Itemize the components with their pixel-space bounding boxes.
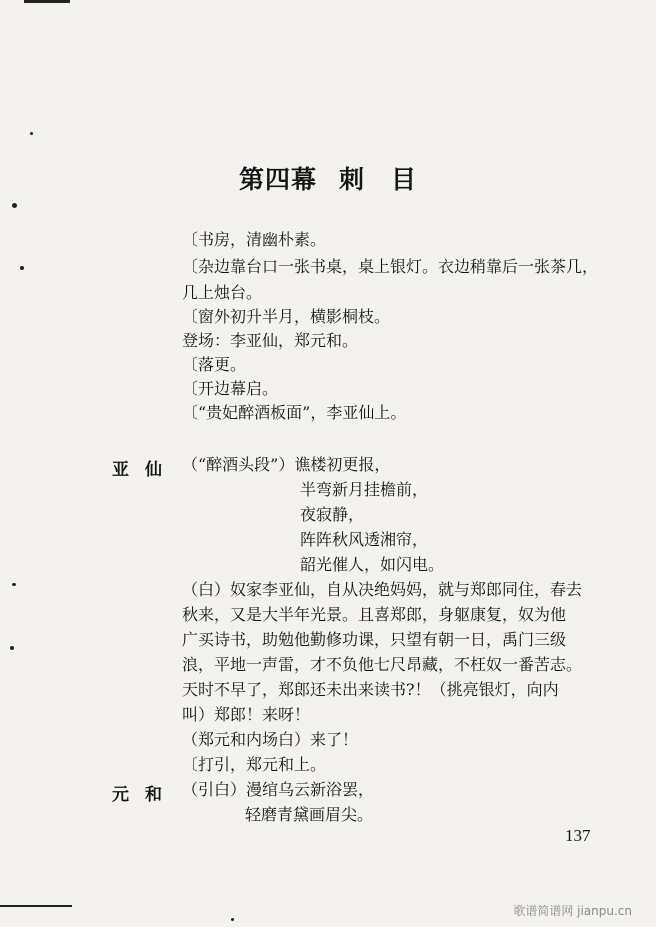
- speech-line: 秋来，又是大半年光景。且喜郑郎，身躯康复，奴为他: [182, 605, 567, 624]
- song-line: 阵阵秋风透湘帘，: [300, 530, 429, 549]
- stage-direction-line: 登场：李亚仙，郑元和。: [182, 331, 359, 350]
- speech-line: （郑元和内场白）来了！: [182, 730, 359, 749]
- song-line: 韶光催人，如闪电。: [300, 555, 445, 574]
- stage-direction-line: 〔窗外初升半月，横影桐枝。: [182, 307, 391, 326]
- scan-speck: [10, 646, 14, 650]
- stage-direction-line: 几上烛台。: [182, 283, 263, 302]
- page-number: 137: [565, 826, 591, 845]
- scan-speck: [12, 203, 17, 208]
- stage-direction-line: 〔打引，郑元和上。: [182, 755, 327, 774]
- act-title-number: 第四幕: [238, 165, 317, 194]
- song-line: （引白）漫绾乌云新浴罢，: [182, 780, 375, 799]
- scan-edge: [24, 0, 70, 3]
- scan-speck: [30, 132, 33, 135]
- speech-line: 叫）郑郎！来呀！: [182, 705, 311, 724]
- scan-speck: [231, 918, 234, 921]
- song-line: 半弯新月挂檐前，: [300, 480, 429, 499]
- song-line: （“醉酒头段”）谯楼初更报，: [182, 455, 391, 474]
- song-line: 轻磨青黛画眉尖。: [245, 805, 374, 824]
- speech-line: 广买诗书，助勉他勤修功课，只望有朝一日，禹门三级: [182, 630, 567, 649]
- speech-line: 天时不早了，郑郎还未出来读书?！（挑亮银灯，向内: [182, 680, 559, 699]
- role-yuanhe: 元和: [112, 785, 178, 805]
- stage-direction-line: 〔开边幕启。: [182, 379, 279, 398]
- scan-speck: [12, 583, 16, 586]
- act-title: [0, 160, 656, 196]
- stage-direction-line: 〔书房，清幽朴素。: [182, 230, 327, 249]
- watermark: 歌谱简谱网 jianpu.cn: [513, 904, 632, 918]
- stage-direction-line: 〔“贵妃醉酒板面”，李亚仙上。: [182, 403, 407, 422]
- stage-direction-line: 〔落更。: [182, 355, 247, 374]
- act-title-name: 刺 目: [339, 165, 418, 194]
- song-line: 夜寂静，: [300, 505, 365, 524]
- scan-edge: [0, 905, 72, 907]
- speech-line: （白）奴家李亚仙，自从决绝妈妈，就与郑郎同住，春去: [182, 580, 583, 599]
- speech-line: 浪，平地一声雷，才不负他七尺昂藏，不枉奴一番苦志。: [182, 655, 583, 674]
- stage-direction-line: 〔杂边靠台口一张书桌，桌上银灯。衣边稍靠后一张茶几，: [182, 257, 599, 276]
- role-yaxian: 亚仙: [112, 460, 178, 480]
- scan-speck: [20, 266, 24, 270]
